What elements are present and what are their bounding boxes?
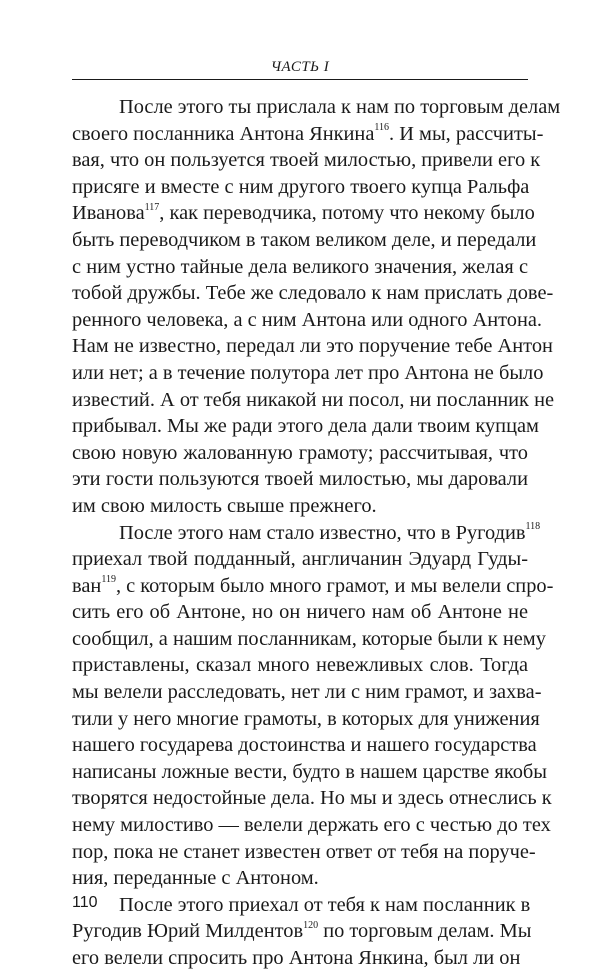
text-line [72,573,554,600]
line-text: ренного человека, а с ним Антона или одного Антона. [72,308,543,331]
text-line [72,200,535,227]
line-text: ван [72,574,102,597]
text-line [72,839,536,866]
text-line [72,493,528,520]
line-text: , как переводчика, потому что некому было [159,202,535,225]
line-text: по торговым делам. Мы [318,920,532,943]
line-text: . И мы, рассчиты- [389,122,544,145]
line-text: Нам не известно, передал ли это поручение тебе Антон [72,335,553,358]
text-line [72,652,528,679]
text-line [72,865,528,892]
text-line [72,520,541,547]
text-line [72,706,540,733]
text-line [72,227,537,254]
line-text: Ругодив Юрий Милдентов [72,920,304,943]
line-text: приставлены, сказал много невежливых слов. Тогда [72,654,528,677]
line-text: приехал твой подданный, англичанин Эдуард Гуды- [72,548,528,571]
text-line [72,466,528,493]
text-line [72,679,542,706]
line-text: нему милостиво — велели держать его с честью до тех [72,814,551,837]
footnote-reference: 120 [303,919,319,931]
running-head-title: ЧАСТЬ I [270,59,330,75]
page-number: 110 [72,894,98,911]
line-text: мы велели расследовать, нет ли с ним грамот, и захва- [72,681,542,704]
line-text: написаны ложные вести, будто в нашем царстве якобы [72,760,547,783]
text-line [72,626,546,653]
line-text: тобой дружбы. Тебе же следовало к нам прислать дове- [72,282,554,305]
text-line [72,732,537,759]
text-line [72,413,539,440]
text-line [72,94,561,121]
text-line [72,945,528,972]
text-line [72,333,553,360]
text-line [72,174,528,201]
text-line [72,546,528,573]
line-text: тили у него многие грамоты, в которых для унижения [72,707,540,730]
line-text: сообщил, а нашим посланникам, которые были к нему [72,627,546,650]
line-text: Иванова [72,202,145,225]
line-text: После этого ты прислала к нам по торговым делам [119,96,561,118]
text-line [72,360,544,387]
line-text: пор, пока не станет известен ответ от тебя на поруче- [72,840,536,863]
text-line [72,387,555,414]
header-rule [72,79,528,80]
paragraph [72,94,561,520]
text-line [72,759,547,786]
text-line [72,147,541,174]
line-text: прибывал. Мы же ради этого дела дали твоим купцам [72,415,539,438]
text-line [72,440,528,467]
text-line [72,785,552,812]
line-text: с ним устно тайные дела великого значения, желая с [72,255,528,278]
line-text: эти гости пользуются твоей милостью, мы даровали [72,468,528,491]
line-text: им свою милость свыше прежнего. [72,494,377,517]
line-text: свою новую жалованную грамоту; рассчитывая, что [72,441,528,464]
body-text [72,94,561,972]
text-line [72,812,551,839]
footnote-reference: 116 [374,121,390,133]
footnote-reference: 119 [101,573,116,585]
line-text: , с которым было много грамот, и мы велели спро- [115,574,554,597]
line-text: сить его об Антоне, но он ничего нам об Антоне не [72,601,528,624]
line-text: После этого нам стало известно, что в Ругодив [119,521,526,544]
line-text: своего посланника Антона Янкина [72,122,375,145]
text-line [72,121,544,148]
line-text: или нет; а в течение полутора лет про Антона не было [72,361,544,384]
line-text: вая, что он пользуется твоей милостью, привели его к [72,149,541,172]
line-text: быть переводчиком в таком великом деле, и передали [72,228,537,251]
footnote-reference: 118 [525,520,541,532]
text-line [72,307,543,334]
text-line [72,918,532,945]
text-line [72,254,528,281]
footnote-reference: 117 [144,201,160,213]
text-line [72,892,531,919]
line-text: творятся недостойные дела. Но мы и здесь отнеслись к [72,787,552,810]
paragraph [72,520,554,892]
line-text: его велели спросить про Антона Янкина, был ли он [72,947,521,969]
line-text: присяге и вместе с ним другого твоего купца Ральфа [72,175,530,198]
text-line [72,599,528,626]
line-text: ния, переданные с Антоном. [72,867,319,890]
text-line [72,280,554,307]
line-text: После этого приехал от тебя к нам посланник в [119,893,531,916]
line-text: нашего государева достоинства и нашего государства [72,734,537,757]
line-text: известий. А от тебя никакой ни посол, ни посланник не [72,388,555,411]
